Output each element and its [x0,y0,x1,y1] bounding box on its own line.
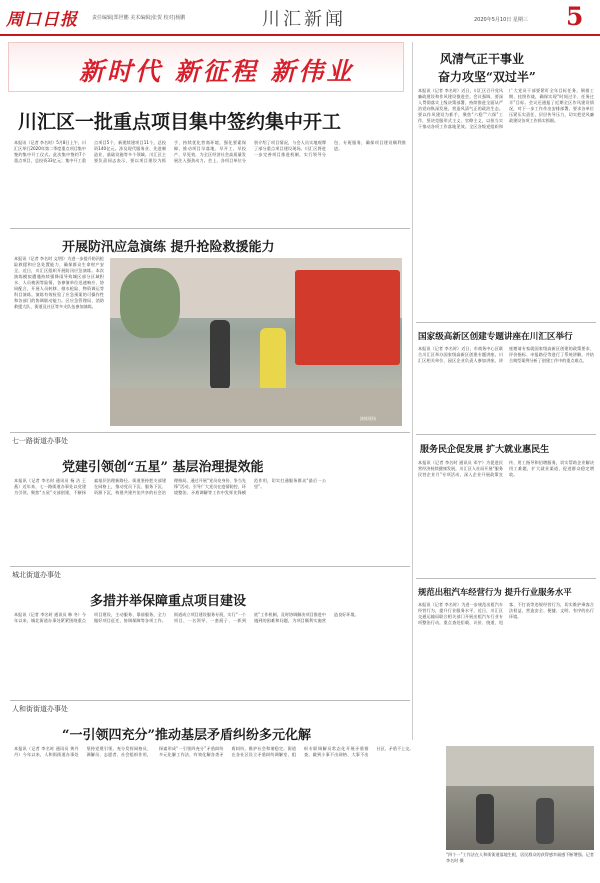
renhe-photo-caption: “四个一”工作法在人和街街道落地生根，居民群众的获得感幸福感不断增强。记者 李名时 摄 [446,852,594,863]
page-number: 5 [566,2,584,31]
qiyilu-body: 本报讯（记者 李名时 通讯员 杨 洁 王 燕）近年来，七一路街道办事处以党建为引领，聚焦“五星”支部创建，不断探索基层治理新路径。街道坚持把支部建在网格上，推动党员下沉、服务下沉、资源下沉，构建共建共治共享的社会治理格局。通过开展“党员亮身份、争当先锋”活动，引导广大党员在疫情防控、环境整治、矛盾调解等工作中发挥先锋模范作用，切实打通服务群众“最后一公里”。 [14,478,326,495]
renhe-headline: “一引领四充分”推动基层矛盾纠纷多元化解 [62,728,311,743]
divider [10,228,410,229]
renhe-body: 本报讯（记者 李名时 通讯员 黄丹丹）今年以来，人和街街道办事处坚持党建引领，充分发挥网格员、调解员、志愿者、社会组织作用，探索形成“一引领四充分”矛盾纠纷多元化解工作法，有效化解各类矛盾纠纷，维护社会和谐稳定。街道在各社区设立矛盾纠纷调解室，组织专职调解员常态化开展矛盾排查，做到小事不出网格、大事不出社区、矛盾不上交。 [14,746,414,757]
top-story-headline: 川汇区一批重点项目集中签约集中开工 [18,111,342,133]
drill-body: 本报讯（记者 李名时 文/图）为进一步提升防汛抢险救援和应急处置能力，确保群众生命财产安全，近日，川汇区组织开展防汛应急演练。本次演练模拟遭遇持续强降雨导致城区部分区域积水、人员被困等险情，各参演单位迅速响应、协同配合，开展人员转移、排水抢险、物资调运等科目演练。演练有效检验了应急预案的可操作性和各部门的协调联动能力。区应急管理局、消防救援大队、街道及社区等多支队伍参加演练。 [14,256,104,309]
section-label-chengbei: 城北街道办事处 [12,571,61,579]
top-story-body: 本报讯（记者 李名时）5月8日上午，川汇区举行2020年第二季度重点项目集中签约集中开工仪式。此次集中签约7个重点项目，总投资33亿元；集中开工重点项目5个，新建续建项目11个，总投资140亿元。涉及现代服务业、先进制造业、基础设施等多个领域。川汇区主要负责同志表示，要以项目建设为抓手，持续优化营商环境，强化要素保障，推动项目早落地、早开工、早投产、早见效，为全区经济社会高质量发展注入强劲动力。会上，各项目单位分别介绍了项目情况，与会人员实地观摩了部分重点项目建设现场。川汇区将进一步完善项目推进机制，实行领导分包、专班服务，确保项目建设顺利推进。 [14,140,406,163]
banner-title: 新时代 新征程 新伟业 [79,57,355,86]
photo-wall [446,746,594,786]
section-name: 川汇新闻 [262,9,346,30]
divider [416,322,596,323]
photo-person [536,798,554,844]
divider [10,566,410,567]
section-label-renhe: 人和街街道办事处 [12,705,68,713]
column-divider [412,42,413,740]
fengqing-headline-1: 风清气正干事业 [440,52,525,66]
minqi-headline: 服务民企促发展 扩大就业惠民生 [420,445,550,455]
divider [416,578,596,579]
gaoxin-body: 本报讯（记者 李名时）近日，市商务中心区联合川汇区举办国家级高新区创建专题讲座。川汇区相关单位、园区企业负责人参加讲座。讲座邀请专家就国家级高新区创建的政策要求、评价指标、申报路径等进行了系统讲解，并结合典型案例分析了创建工作中的重点难点。 [418,346,594,363]
taxi-body: 本报讯（记者 李名时）为进一步规范出租汽车经营行为，提升行业服务水平，近日，川汇区交通运输局联合相关部门开展出租汽车行业专项整治行动，重点查处拒载、议价、绕道、甩客、不打表等违规经营行为，切实维护乘客合法权益，营造安全、便捷、文明、有序的出行环境。 [418,602,594,625]
photo-ground [110,388,402,426]
minqi-body: 本报讯（记者 李名时 通讯员 邓宇）为促进民营经济持续健康发展，川汇区人社局开展“服务民营企业月”专项活动，深入企业开展政策宣传、用工指导和招聘服务，切实帮助企业解决用工难题，扩大就业渠道，促进群众稳定增收。 [418,460,594,477]
photo-person-1 [210,320,230,390]
divider [10,432,410,433]
photo-person [476,794,494,844]
masthead-rule [0,34,600,36]
editor-credits: 责任编辑|郑世鹏 美术编辑|张贺 校对|杨鹏 [92,15,186,21]
gaoxin-headline: 国家级高新区创建专题讲座在川汇区举行 [418,332,573,342]
qiyilu-headline: 党建引领创“五星” 基层治理提效能 [62,460,264,475]
fengqing-headline-2: 奋力攻坚“双过半” [438,70,536,84]
masthead [0,0,600,34]
photo-truck [295,270,400,365]
taxi-headline: 规范出租汽车经营行为 提升行业服务水平 [418,587,572,597]
renhe-photo [446,746,594,850]
drill-photo [110,258,402,426]
newspaper-logo: 周口日报 [6,10,78,30]
photo-tree [120,268,180,338]
photo-caption: 演练现场 [360,416,376,421]
chengbei-body: 本报讯（记者 李名时 通讯员 韩 冬）今年以来，城北街道办事处紧紧围绕重点项目建设，主动服务、靠前服务，全力做好项目征迁、协调保障等各项工作。街道成立项目建设服务专班，实行“一个项目、一名领导、一套班子、一抓到底”工作机制，及时协调解决项目推进中遇到的困难和问题，为项目顺利实施营造良好环境。 [14,612,359,623]
issue-date: 2020年5月10日 星期三 [474,17,528,23]
renhe-photo-block [446,746,594,880]
fengqing-body: 本报讯（记者 李名时）近日，川汇区召开党风廉政建设和作风建设推进会。会议强调，要深入贯彻落实上级决策部署，持续推进全面从严治党向纵深发展，营造风清气正的政治生态。要以作风建设为抓手，聚焦“六稳”“六保”工作，坚决克服形式主义、官僚主义，以担当实干推动各项工作落地见效。全区各级党组织和广大党员干部要紧盯全年目标任务，倒排工期、挂图作战，确保实现“时间过半、任务过半”目标。会议还通报了近期全区作风建设情况，对下一步工作作出安排部署，要求各单位压紧压实责任，层层传导压力，切实把党风廉政建设各项工作抓实抓细。 [418,88,594,129]
divider [10,700,410,701]
divider [416,434,596,435]
drill-headline: 开展防汛应急演练 提升抢险救援能力 [62,240,275,255]
chengbei-headline: 多措并举保障重点项目建设 [90,594,247,609]
section-label-qiyilu: 七一路街道办事处 [12,437,68,445]
banner [8,42,404,92]
